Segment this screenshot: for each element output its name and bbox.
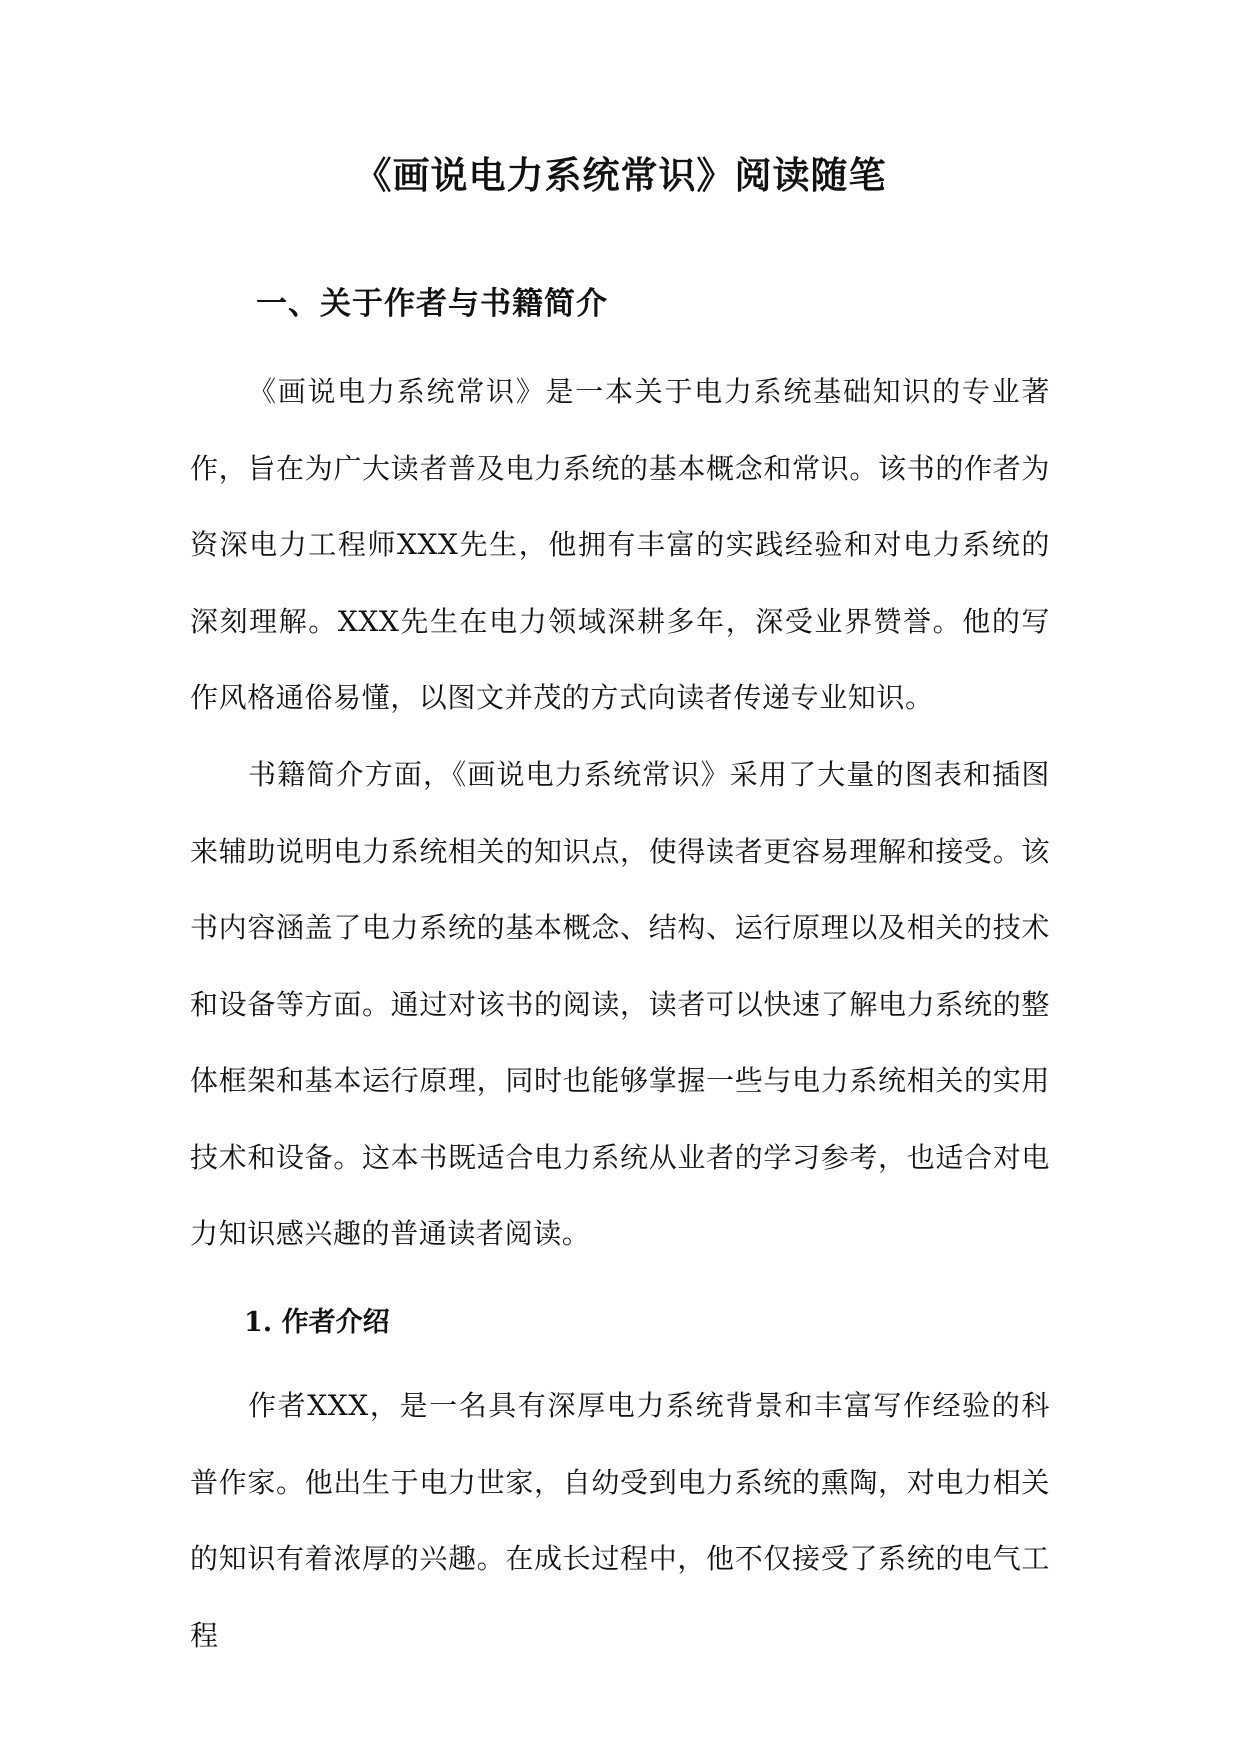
document-title: 《画说电力系统常识》阅读随笔 xyxy=(354,153,887,197)
book-summary-paragraph: 书籍简介方面，《画说电力系统常识》采用了大量的图表和插图来辅助说明电力系统相关的知识点，使得读者更容易理解和接受。该书内容涵盖了电力系统的基本概念、结构、运行原理以及相关的技术和设备等方面。通过对该书的阅读，读者可以快速了解电力系统的整体框架和基本运行原理，同时也能够掌握一些与电力系统相关的实用技术和设备。这本书既适合电力系统从业者的学习参考，也适合对电力知识感兴趣的普通读者阅读。 xyxy=(190,758,1050,1250)
section-heading: 一、关于作者与书籍简介 xyxy=(256,286,608,322)
author-paragraph: 作者XXX，是一名具有深厚电力系统背景和丰富写作经验的科普作家。他出生于电力世家，自幼受到电力系统的熏陶，对电力相关的知识有着浓厚的兴趣。在成长过程中，他不仅接受了系统的电气工程 xyxy=(190,1389,1050,1652)
author-subheading: 1. 作者介绍 xyxy=(244,1307,390,1338)
intro-paragraph: 《画说电力系统常识》是一本关于电力系统基础知识的专业著作，旨在为广大读者普及电力系统的基本概念和常识。该书的作者为资深电力工程师XXX先生，他拥有丰富的实践经验和对电力系统的深刻理解。XXX先生在电力领域深耕多年，深受业界赞誉。他的写作风格通俗易懂，以图文并茂的方式向读者传递专业知识。 xyxy=(190,375,1050,714)
